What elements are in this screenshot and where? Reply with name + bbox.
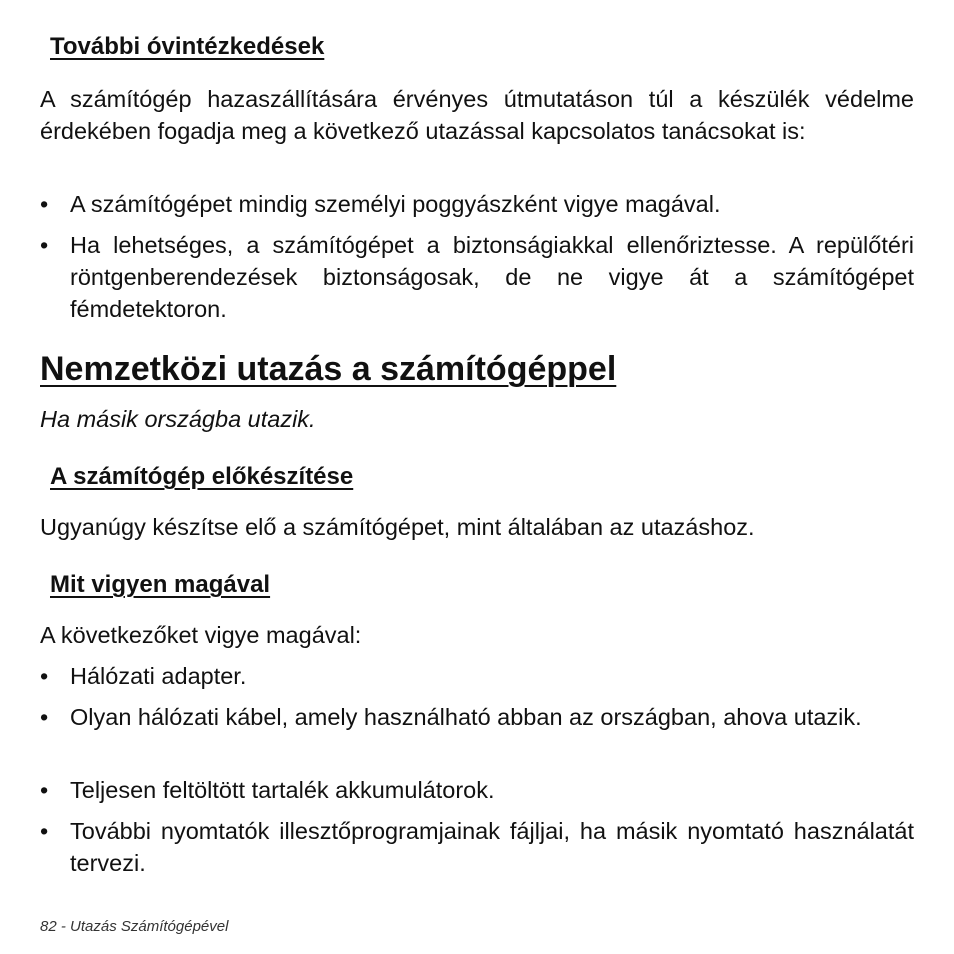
section-heading-what-to-bring: Mit vigyen magával: [50, 571, 271, 598]
section-heading-international-travel: Nemzetközi utazás a számítógéppel: [40, 350, 617, 388]
paragraph-preparing: Ugyanúgy készítse elő a számítógépet, mint általában az utazáshoz.: [40, 514, 755, 540]
section-heading-preparing-computer: A számítógép előkészítése: [50, 463, 354, 490]
bullet-marker: •: [40, 663, 49, 689]
paragraph-bring-intro: A következőket vigye magával:: [40, 622, 362, 648]
bullet-marker: •: [40, 818, 49, 844]
list-item-text: Olyan hálózati kábel, amely használható abban az országban, ahova utazik.: [70, 704, 862, 730]
paragraph-precautions-intro: A számítógép hazaszállítására érvényes útmutatáson túl a készülék védelme érdekében fogadja meg a következő utazással kapcsolatos tanácsokat is:: [40, 86, 914, 144]
list-item-text: A számítógépet mindig személyi poggyászként vigye magával.: [70, 191, 721, 217]
list-item-text: Hálózati adapter.: [70, 663, 247, 689]
bullet-marker: •: [40, 777, 49, 803]
bullet-marker: •: [40, 191, 49, 217]
list-item-text: Teljesen feltöltött tartalék akkumulátorok.: [70, 777, 495, 803]
bullet-marker: •: [40, 704, 49, 730]
bullet-marker: •: [40, 232, 49, 258]
section-subtitle: Ha másik országba utazik.: [40, 406, 316, 432]
list-item-text: További nyomtatók illesztőprogramjainak fájljai, ha másik nyomtató használatát tervezi.: [70, 818, 914, 876]
section-heading-further-precautions: További óvintézkedések: [50, 33, 325, 60]
page-footer: 82 - Utazás Számítógépével: [40, 918, 229, 935]
list-item-text: Ha lehetséges, a számítógépet a biztonságiakkal ellenőriztesse. A repülőtéri röntgenberendezések biztonságosak, de ne vigye át a számítógépet fémdetektoron.: [70, 232, 914, 322]
